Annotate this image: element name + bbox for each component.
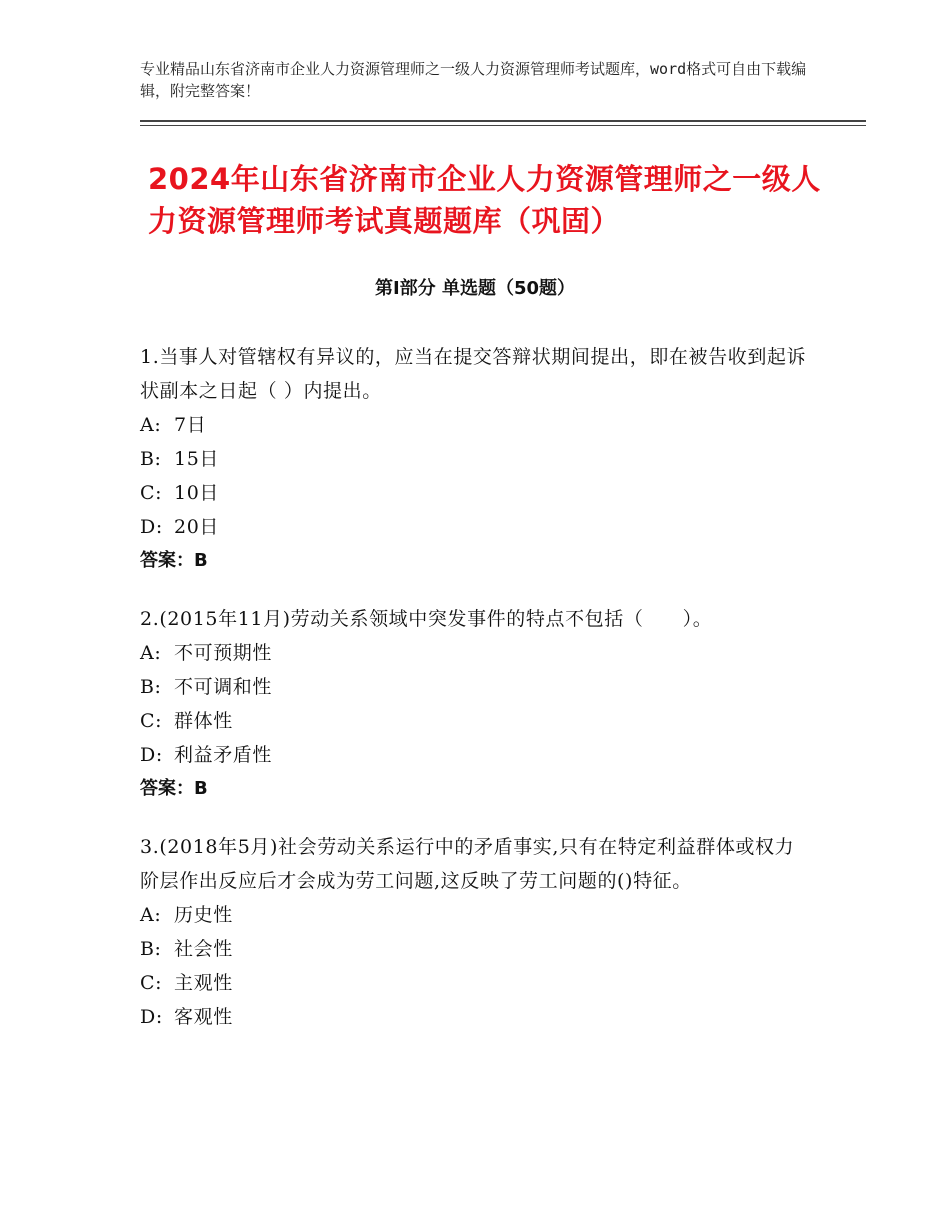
- option-b: [140, 932, 810, 966]
- question-1: [140, 340, 810, 578]
- option-letter: D:: [140, 744, 163, 766]
- option-letter: A:: [140, 642, 162, 664]
- option-d: [140, 1000, 810, 1034]
- option-text: 客观性: [174, 1006, 233, 1028]
- option-letter: B:: [140, 448, 162, 470]
- option-b: [140, 670, 810, 704]
- question-stem: 1.当事人对管辖权有异议的，应当在提交答辩状期间提出，即在被告收到起诉状副本之日起（ ）内提出。: [140, 346, 807, 402]
- option-letter: B:: [140, 938, 162, 960]
- option-text: 7日: [174, 414, 207, 436]
- option-b: [140, 442, 810, 476]
- option-c: [140, 966, 810, 1000]
- question-stem: 3.(2018年5月)社会劳动关系运行中的矛盾事实,只有在特定利益群体或权力阶层作出反应后才会成为劳工问题,这反映了劳工问题的()特征。: [140, 836, 795, 892]
- option-text: 主观性: [174, 972, 233, 994]
- option-letter: A:: [140, 904, 162, 926]
- option-letter: D:: [140, 1006, 163, 1028]
- option-letter: D:: [140, 516, 163, 538]
- question-list: [140, 340, 810, 1058]
- document-title: 2024年山东省济南市企业人力资源管理师之一级人力资源管理师考试真题题库（巩固）: [148, 162, 821, 238]
- option-text: 群体性: [174, 710, 233, 732]
- section-title: 第Ⅰ部分 单选题（50题）: [374, 278, 575, 299]
- option-c: [140, 704, 810, 738]
- option-a: [140, 636, 810, 670]
- option-a: [140, 408, 810, 442]
- option-letter: A:: [140, 414, 162, 436]
- answer-label: 答案：B: [140, 778, 208, 799]
- option-text: 社会性: [174, 938, 233, 960]
- option-text: 历史性: [174, 904, 233, 926]
- option-text: 不可预期性: [174, 642, 273, 664]
- option-d: [140, 738, 810, 772]
- answer-label: 答案：B: [140, 550, 208, 571]
- option-letter: C:: [140, 482, 163, 504]
- option-letter: C:: [140, 710, 163, 732]
- option-a: [140, 898, 810, 932]
- option-text: 不可调和性: [174, 676, 273, 698]
- option-text: 20日: [174, 516, 219, 538]
- header-divider-thin: [140, 125, 866, 126]
- question-2: [140, 602, 810, 806]
- question-3: [140, 830, 810, 1034]
- option-c: [140, 476, 810, 510]
- option-d: [140, 510, 810, 544]
- header-divider-thick: [140, 120, 866, 122]
- option-letter: B:: [140, 676, 162, 698]
- header-note: 专业精品山东省济南市企业人力资源管理师之一级人力资源管理师考试题库，word格式可自由下载编辑，附完整答案！: [140, 60, 807, 100]
- option-text: 利益矛盾性: [174, 744, 273, 766]
- option-text: 15日: [174, 448, 219, 470]
- option-text: 10日: [174, 482, 219, 504]
- question-stem: 2.(2015年11月)劳动关系领域中突发事件的特点不包括（ ）。: [140, 608, 713, 630]
- option-letter: C:: [140, 972, 163, 994]
